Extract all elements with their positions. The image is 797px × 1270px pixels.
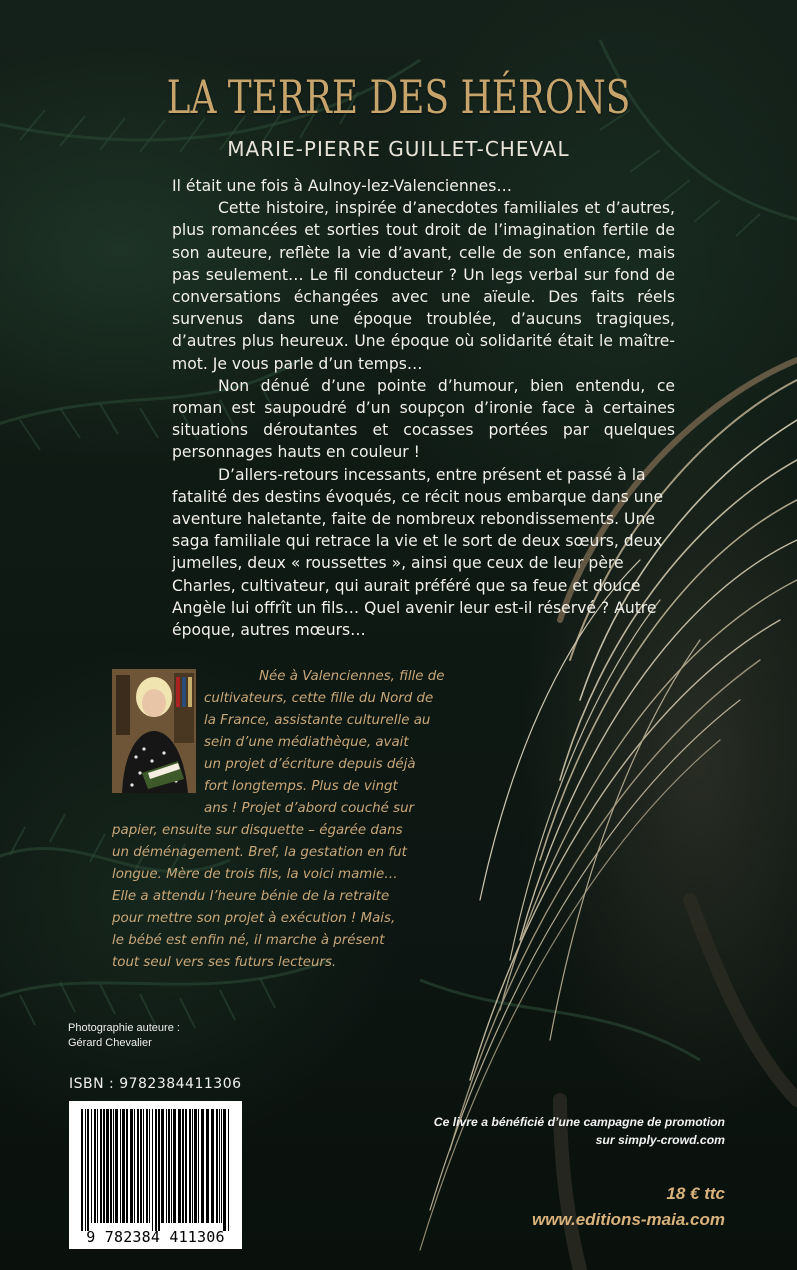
- barcode-bar: [122, 1109, 125, 1223]
- barcode-bar: [103, 1109, 105, 1223]
- author-name: MARIE-PIERRE GUILLET-CHEVAL: [227, 137, 570, 161]
- isbn-label: ISBN : 9782384411306: [69, 1076, 242, 1092]
- barcode-bar: [91, 1109, 92, 1223]
- barcode-bar: [221, 1109, 222, 1223]
- author-biography: [112, 666, 479, 974]
- barcode-bar: [219, 1109, 220, 1223]
- barcode-bar: [168, 1109, 170, 1223]
- synopsis-paragraph-1: Il était une fois à Aulnoy-lez-Valenciennes…: [172, 177, 512, 195]
- barcode-bar: [140, 1109, 142, 1223]
- promotion-line-2: sur simply-crowd.com: [595, 1133, 725, 1147]
- photo-credit-name: Gérard Chevalier: [68, 1037, 152, 1049]
- bio-line: tout seul vers ses futurs lecteurs.: [112, 955, 337, 970]
- barcode-bar: [115, 1109, 118, 1223]
- bio-line: Elle a attendu l’heure bénie de la retraite: [112, 889, 390, 904]
- barcode-bar: [158, 1109, 160, 1231]
- barcode-bar: [100, 1109, 102, 1223]
- barcode-bar: [198, 1109, 199, 1223]
- publisher-website-link[interactable]: www.editions-maia.com: [531, 1210, 725, 1229]
- barcode-bar: [146, 1109, 148, 1223]
- bio-line: un projet d’écriture depuis déjà: [204, 757, 416, 772]
- bio-line: longue. Mère de trois fils, la voici mamie…: [112, 867, 398, 882]
- bio-line: fort longtemps. Plus de vingt: [204, 779, 398, 794]
- photo-credit: [68, 1021, 180, 1051]
- barcode-bar: [223, 1109, 226, 1231]
- barcode-bar: [149, 1109, 150, 1223]
- barcode-bar: [155, 1109, 157, 1231]
- barcode-bar: [228, 1109, 229, 1231]
- synopsis-paragraph-3: Non dénué d’une pointe d’humour, bien entendu, ce roman est saupoudré d’un soupçon d’ironie face à certaines situations déroutantes et cocasses portées par quelques personnages hauts en couleur !: [172, 376, 675, 462]
- barcode-bar: [110, 1109, 112, 1223]
- barcode-bar: [178, 1109, 181, 1223]
- barcode-bar: [106, 1109, 109, 1223]
- barcode-bar: [137, 1109, 139, 1223]
- synopsis-paragraph-2: Cette histoire, inspirée d’anecdotes familiales et d’autres, plus romancées et sorties tout droit de l’imagination fertile de son auteure, reflète la vie d’avant, celle de son enfance, mais pas seulement… Le fil conducteur ? Un legs verbal sur fond de conversations échangées avec une aïeule. Des faits réels survenus dans une époque troublée, d’aucuns tragiques, d’autres plus heureux. Une époque où solidarité était le maître-mot. Je vous parle d’un temps…: [172, 199, 675, 373]
- bio-line: papier, ensuite sur disquette – égarée dans: [112, 823, 403, 838]
- barcode-bar: [113, 1109, 114, 1223]
- synopsis-paragraph-4: D’allers-retours incessants, entre présent et passé à la fatalité des destins évoqués, ce récit nous embarque dans une aventure haletante, faite de nombreux rebondissements. Une saga familiale qui retrace la vie et le sort de deux sœurs, deux jumelles, deux « roussettes », ainsi que ceux de leur père Charles, cultivateur, qui aurait préféré que sa feue et douce Angèle lui offrît un fils… Quel avenir leur est-il réservé ? Autre époque, autres mœurs…: [172, 465, 664, 640]
- barcode-bar: [216, 1109, 218, 1223]
- promotion-note: [434, 1113, 725, 1149]
- barcode-bar: [85, 1109, 86, 1231]
- barcode-bar: [171, 1109, 172, 1223]
- barcode-bar: [201, 1109, 204, 1223]
- barcode-bar: [211, 1109, 214, 1223]
- bio-line: Née à Valenciennes, fille de: [259, 669, 445, 684]
- barcode-bars: [69, 1101, 242, 1249]
- bio-line: ans ! Projet d’abord couché sur: [204, 801, 415, 816]
- promotion-line-1: Ce livre a bénéficié d’une campagne de promotion: [433, 1115, 725, 1129]
- bio-line: la France, assistante culturelle au: [204, 713, 431, 728]
- bio-line: cultivateurs, cette fille du Nord de: [204, 691, 434, 706]
- barcode-bar: [87, 1109, 89, 1231]
- barcode-bar: [185, 1109, 187, 1223]
- barcode-bar: [166, 1109, 167, 1223]
- barcode-bar: [130, 1109, 133, 1223]
- barcode-number: 9 782384 411306: [86, 1228, 225, 1246]
- barcode-bar: [161, 1109, 164, 1223]
- barcode-bar: [134, 1109, 135, 1223]
- book-title: LA TERRE DES HÉRONS: [166, 70, 631, 124]
- bio-line: un déménagement. Bref, la gestation en fut: [112, 845, 407, 860]
- barcode-bar: [152, 1109, 153, 1231]
- barcode-bar: [194, 1109, 197, 1223]
- barcode-bar: [192, 1109, 193, 1223]
- barcode-bar: [81, 1109, 83, 1231]
- barcode-bar: [120, 1109, 121, 1223]
- bio-line: sein d’une médiathèque, avait: [204, 735, 409, 750]
- photo-credit-label: Photographie auteure :: [68, 1022, 180, 1034]
- barcode-bar: [126, 1109, 128, 1223]
- synopsis: [172, 175, 675, 641]
- bio-line: le bébé est enfin né, il marche à présent: [112, 933, 385, 948]
- barcode-bar: [206, 1109, 209, 1223]
- barcode-bar: [182, 1109, 184, 1223]
- barcode-bar: [94, 1109, 96, 1223]
- barcode-bar: [97, 1109, 98, 1223]
- barcode: [69, 1101, 242, 1249]
- bio-line: pour mettre son projet à exécution ! Mais,: [112, 911, 396, 926]
- barcode-bar: [143, 1109, 144, 1223]
- barcode-bar: [173, 1109, 176, 1223]
- barcode-bar: [189, 1109, 191, 1223]
- price: 18 € ttc: [666, 1184, 725, 1203]
